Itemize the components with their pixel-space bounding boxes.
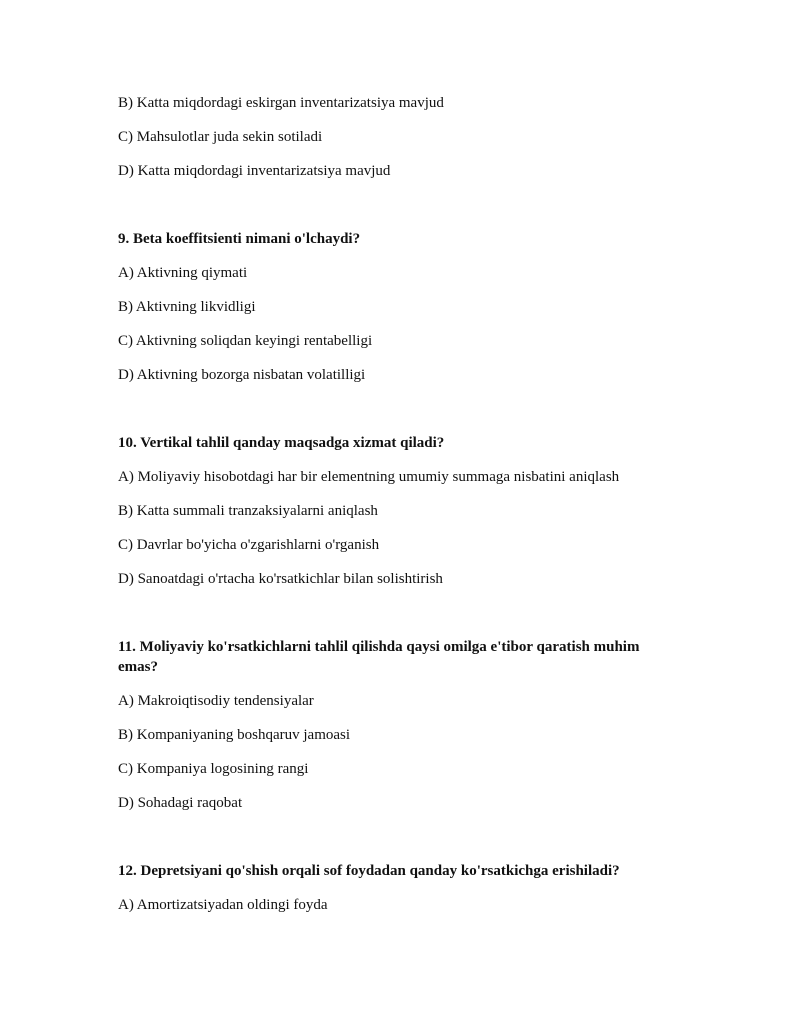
answer-option: B) Kompaniyaning boshqaruv jamoasi xyxy=(118,727,351,743)
answer-option: A) Amortizatsiyadan oldingi foyda xyxy=(118,897,328,913)
answer-option: C) Mahsulotlar juda sekin sotiladi xyxy=(118,129,323,145)
answer-option: B) Katta miqdordagi eskirgan inventarizatsiya mavjud xyxy=(118,95,444,111)
answer-option: A) Makroiqtisodiy tendensiyalar xyxy=(118,693,314,709)
question-title: 12. Depretsiyani qo'shish orqali sof foydadan qanday ko'rsatkichga erishiladi? xyxy=(118,863,620,879)
question-title: 10. Vertikal tahlil qanday maqsadga xizmat qiladi? xyxy=(118,435,445,451)
answer-option: A) Aktivning qiymati xyxy=(118,265,248,281)
answer-option: C) Davrlar bo'yicha o'zgarishlarni o'rganish xyxy=(118,537,380,553)
answer-option: B) Aktivning likvidligi xyxy=(118,299,256,315)
question-title: 9. Beta koeffitsienti nimani o'lchaydi? xyxy=(118,231,361,247)
answer-option: D) Sohadagi raqobat xyxy=(118,795,243,811)
answer-option: C) Kompaniya logosining rangi xyxy=(118,761,309,777)
answer-option: D) Katta miqdordagi inventarizatsiya mavjud xyxy=(118,163,391,179)
answer-option: B) Katta summali tranzaksiyalarni aniqlash xyxy=(118,503,378,519)
answer-option: C) Aktivning soliqdan keyingi rentabelligi xyxy=(118,333,373,349)
answer-option: D) Sanoatdagi o'rtacha ko'rsatkichlar bilan solishtirish xyxy=(118,571,443,587)
question-title: 11. Moliyaviy ko'rsatkichlarni tahlil qilishda qaysi omilga e'tibor qaratish muhim emas? xyxy=(118,639,640,675)
answer-option: A) Moliyaviy hisobotdagi har bir elementning umumiy summaga nisbatini aniqlash xyxy=(118,469,620,485)
answer-option: D) Aktivning bozorga nisbatan volatilligi xyxy=(118,367,366,383)
document-page xyxy=(118,93,678,929)
